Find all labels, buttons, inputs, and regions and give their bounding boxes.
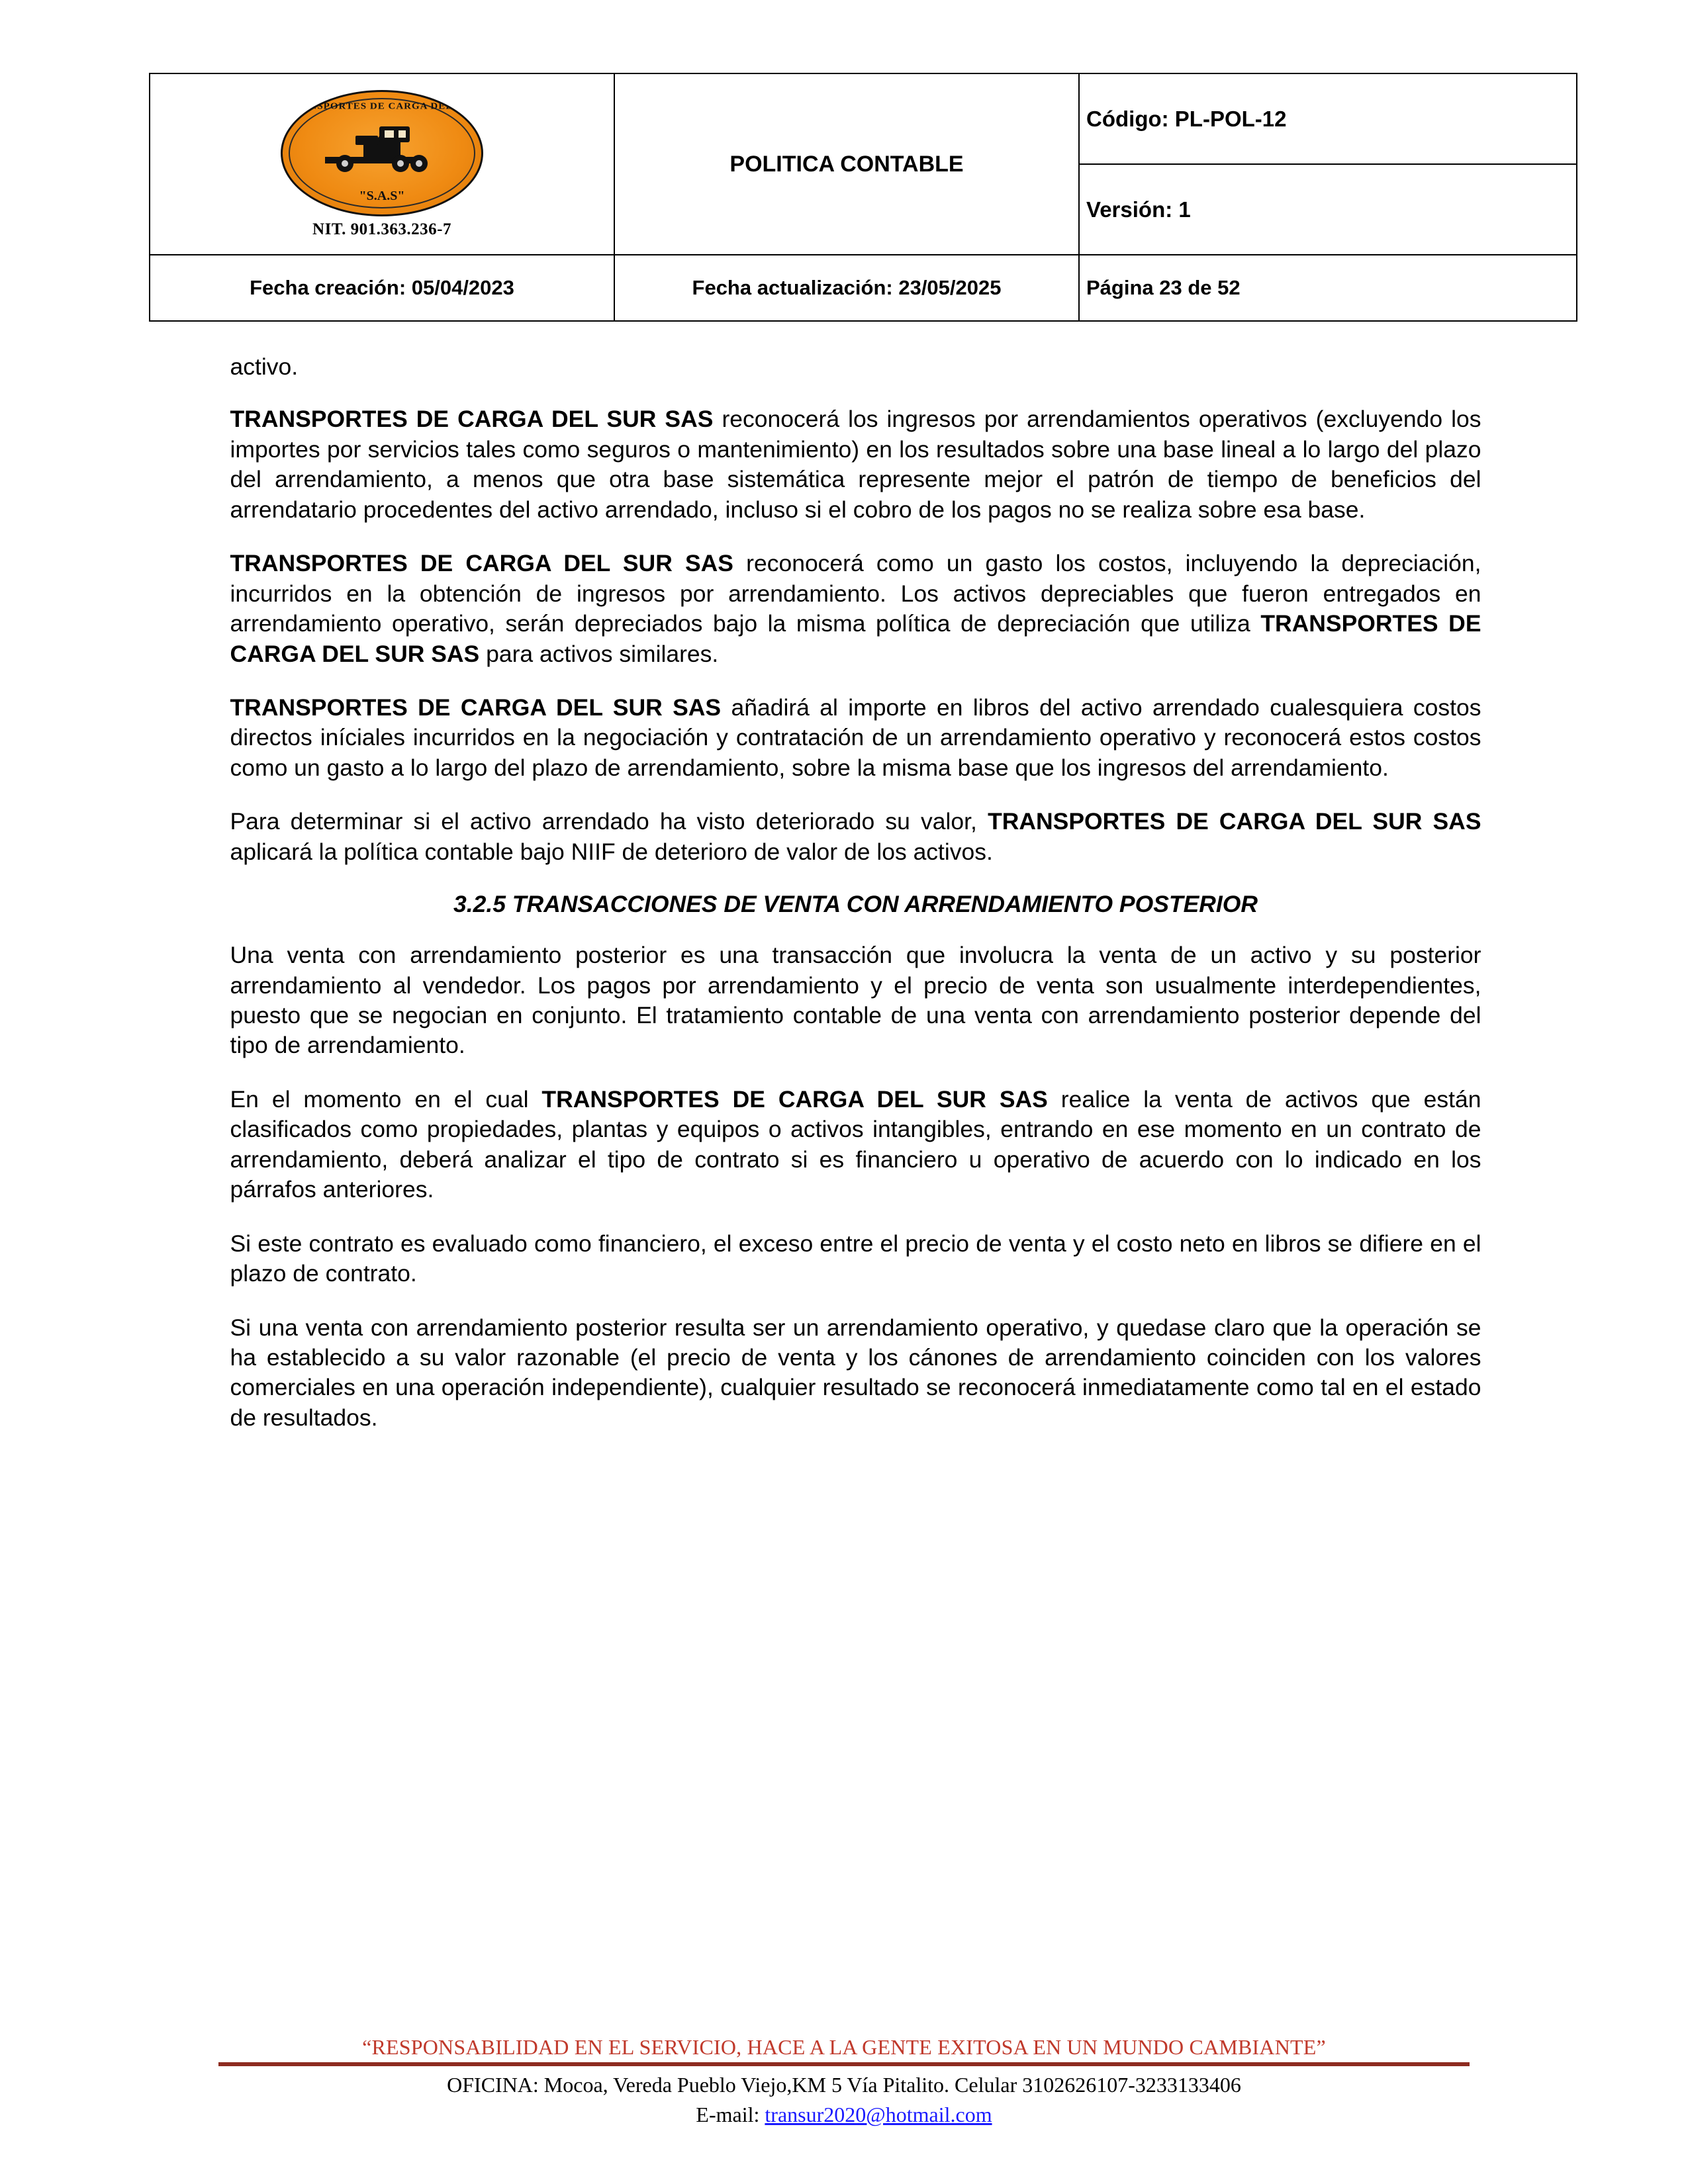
document-version: Versión: 1: [1079, 164, 1577, 255]
email-label: E-mail:: [696, 2103, 765, 2126]
company-name-bold: TRANSPORTES DE CARGA DEL SUR SAS: [230, 550, 733, 577]
logo-arc-text: TRANSPORTES DE CARGA DEL SUR: [286, 101, 478, 111]
paragraph-continuation: activo.: [230, 353, 299, 380]
paragraph-text: reconocerá como un gasto los costos, incluyendo la depreciación, incurridos en la obtención de ingresos por arrendamiento. Los activos depreciables que fueron entregados en arrendamiento operativo, serán depreciados bajo la misma política de depreciación que utiliza: [230, 550, 1481, 637]
document-code: Código: PL-POL-12: [1079, 73, 1577, 164]
footer-office-address: OFICINA: Mocoa, Vereda Pueblo Viejo,KM 5 Vía Pitalito. Celular 3102626107-3233133406: [447, 2073, 1241, 2097]
company-logo-cell: [150, 73, 614, 255]
company-logo-icon: [281, 90, 483, 216]
paragraph-text: reconocerá los ingresos por arrendamientos operativos (excluyendo los importes por servicios tales como seguros o mantenimiento) en los resultados sobre una base lineal a lo largo del plazo del arrendamiento, a menos que otra base sistemática represente mejor el patrón de tiempo de beneficios del arrendatario procedentes del activo arrendado, incluso si el cobro de los pagos no se realiza sobre esa base.: [230, 406, 1481, 523]
footer-divider: [218, 2062, 1470, 2066]
footer-slogan: “RESPONSABILIDAD EN EL SERVICIO, HACE A LA GENTE EXITOSA EN UN MUNDO CAMBIANTE”: [362, 2035, 1326, 2059]
logo-wrapper: [157, 90, 607, 239]
document-title: POLITICA CONTABLE: [614, 73, 1079, 255]
paragraph-momento-venta: [230, 1085, 1481, 1205]
logo-sas-text: "S.A.S": [359, 188, 405, 203]
company-name-bold: TRANSPORTES DE CARGA DEL SUR SAS: [230, 694, 722, 721]
paragraph-arrendamiento-operativo: Si una venta con arrendamiento posterior resulta ser un arrendamiento operativo, y quedase claro que la operación se ha establecido a su valor razonable (el precio de venta y los cánones de arrendamiento coinciden con los valores comerciales en una operación independiente), cualquier resultado se reconocerá inmediatamente como tal en el estado de resultados.: [230, 1314, 1481, 1431]
page-number: Página 23 de 52: [1079, 255, 1577, 321]
paragraph-ingresos-arrendamientos: [230, 404, 1481, 525]
paragraph-costos-directos: [230, 693, 1481, 783]
paragraph-text: añadirá al importe en libros del activo arrendado cualesquiera costos directos iníciales incurridos en la negociación y contratación de un arrendamiento operativo y reconocerá estos costos como un gasto a lo largo del plazo de arrendamiento, sobre la misma base que los ingresos del arrendamiento.: [230, 694, 1481, 781]
email-link[interactable]: transur2020@hotmail.com: [765, 2103, 992, 2126]
company-name-bold: TRANSPORTES DE CARGA DEL SUR SAS: [541, 1085, 1048, 1113]
creation-date: Fecha creación: 05/04/2023: [150, 255, 614, 321]
paragraph-text: Para determinar si el activo arrendado ha visto deteriorado su valor,: [230, 808, 988, 835]
paragraph-text: En el momento en el cual: [230, 1085, 542, 1113]
company-name-bold: TRANSPORTES DE CARGA DEL SUR SAS: [230, 406, 714, 433]
paragraph-contrato-financiero: Si este contrato es evaluado como financiero, el exceso entre el precio de venta y el costo neto en libros se difiere en el plazo de contrato.: [230, 1230, 1481, 1287]
document-header-table: [149, 73, 1577, 322]
document-body: [230, 322, 1481, 1433]
paragraph-text: para activos similares.: [479, 640, 719, 667]
footer-email-line: [0, 2103, 1688, 2127]
paragraph-gastos-depreciacion: [230, 549, 1481, 669]
document-footer: [0, 2035, 1688, 2127]
truck-icon: [316, 121, 448, 177]
paragraph-text: realice la venta de activos que están clasificados como propiedades, plantas y equipos o activos intangibles, entrando en ese momento en un contrato de arrendamiento, deberá analizar el tipo de contrato si es financiero u operativo de acuerdo con lo indicado en los párrafos anteriores.: [230, 1085, 1481, 1203]
paragraph-venta-arrendamiento-posterior: Una venta con arrendamiento posterior es una transacción que involucra la venta de un activo y su posterior arrendamiento al vendedor. Los pagos por arrendamiento y el precio de venta son usualmente interdependientes, puesto que se negocian en conjunto. El tratamiento contable de una venta con arrendamiento posterior depende del tipo de arrendamiento.: [230, 942, 1481, 1059]
company-nit: NIT. 901.363.236-7: [312, 220, 451, 238]
paragraph-text: aplicará la política contable bajo NIIF de deterioro de valor de los activos.: [230, 838, 993, 865]
paragraph-deterioro-valor: [230, 807, 1481, 867]
company-name-bold: TRANSPORTES DE CARGA DEL SUR SAS: [988, 808, 1481, 835]
section-heading-3-2-5: 3.2.5 TRANSACCIONES DE VENTA CON ARRENDAMIENTO POSTERIOR: [453, 891, 1258, 918]
company-name-bold: TRANSPORTES DE CARGA DEL SUR SAS: [230, 610, 1481, 667]
update-date: Fecha actualización: 23/05/2025: [614, 255, 1079, 321]
